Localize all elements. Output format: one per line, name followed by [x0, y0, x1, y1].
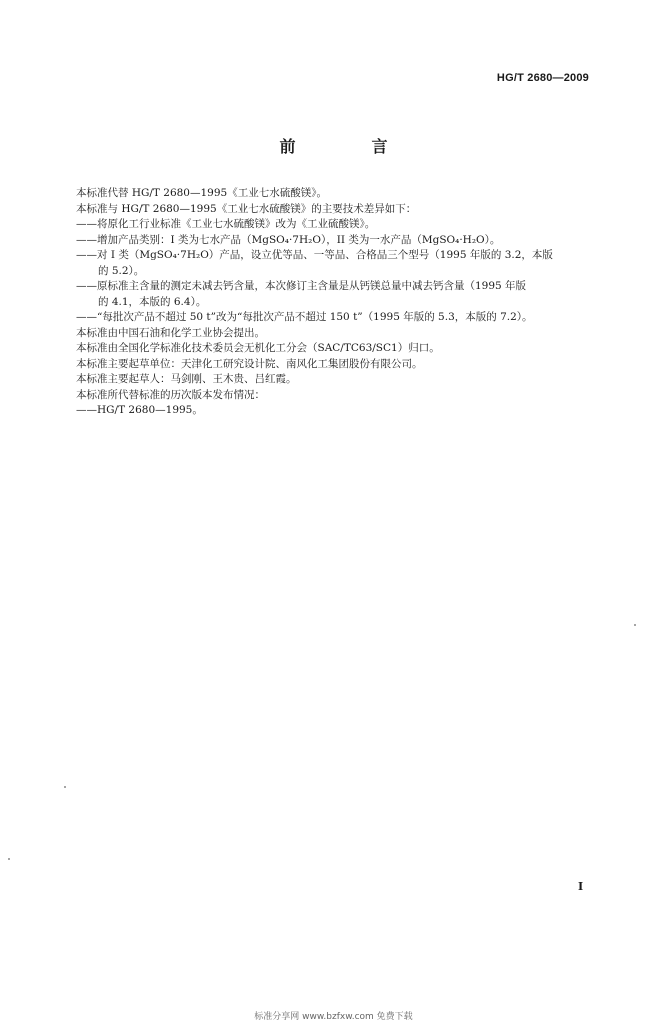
paragraph: 的 4.1，本版的 6.4）。 [98, 295, 207, 308]
paragraph: ——“每批次产品不超过 50 t”改为“每批次产品不超过 150 t”（1995 年版的 5.3，本版的 7.2）。 [76, 311, 533, 323]
paragraph: 本标准主要起草单位：天津化工研究设计院、南风化工集团股份有限公司。 [76, 357, 423, 370]
scan-speck [634, 624, 636, 626]
page-number: I [578, 880, 584, 893]
paragraph: ——对 I 类（MgSO₄·7H₂O）产品，设立优等品、一等品、合格品三个型号（1995 年版的 3.2，本版 [76, 249, 553, 261]
paragraph: ——增加产品类别：I 类为七水产品（MgSO₄·7H₂O），II 类为一水产品（MgSO₄·H₂O）。 [76, 233, 501, 246]
foreword-body [76, 186, 596, 419]
paragraph: ——将原化工行业标准《工业七水硫酸镁》改为《工业硫酸镁》。 [76, 218, 376, 230]
scan-speck [8, 858, 10, 860]
footer-watermark: 标准分享网 www.bzfxw.com 免费下载 [254, 1012, 413, 1022]
paragraph: 本标准由中国石油和化学工业协会提出。 [76, 326, 265, 339]
paragraph: 本标准所代替标准的历次版本发布情况： [76, 388, 265, 401]
standard-code: HG/T 2680—2009 [496, 72, 589, 84]
paragraph: 本标准与 HG/T 2680—1995《工业七水硫酸镁》的主要技术差异如下： [76, 202, 417, 215]
paragraph: 本标准由全国化学标准化技术委员会无机化工分会（SAC/TC63/SC1）归口。 [76, 342, 440, 354]
paragraph: ——原标准主含量的测定未减去钙含量，本次修订主含量是从钙镁总量中减去钙含量（1995 年版 [76, 280, 527, 292]
paragraph: 本标准主要起草人：马剑刚、王木贵、吕红霞。 [76, 373, 297, 385]
paragraph: 本标准代替 HG/T 2680—1995《工业七水硫酸镁》。 [76, 187, 327, 199]
scan-speck [64, 786, 66, 788]
paragraph: 的 5.2）。 [98, 264, 145, 277]
paragraph: ——HG/T 2680—1995。 [76, 404, 203, 416]
page-title: 前 言 [279, 137, 418, 156]
